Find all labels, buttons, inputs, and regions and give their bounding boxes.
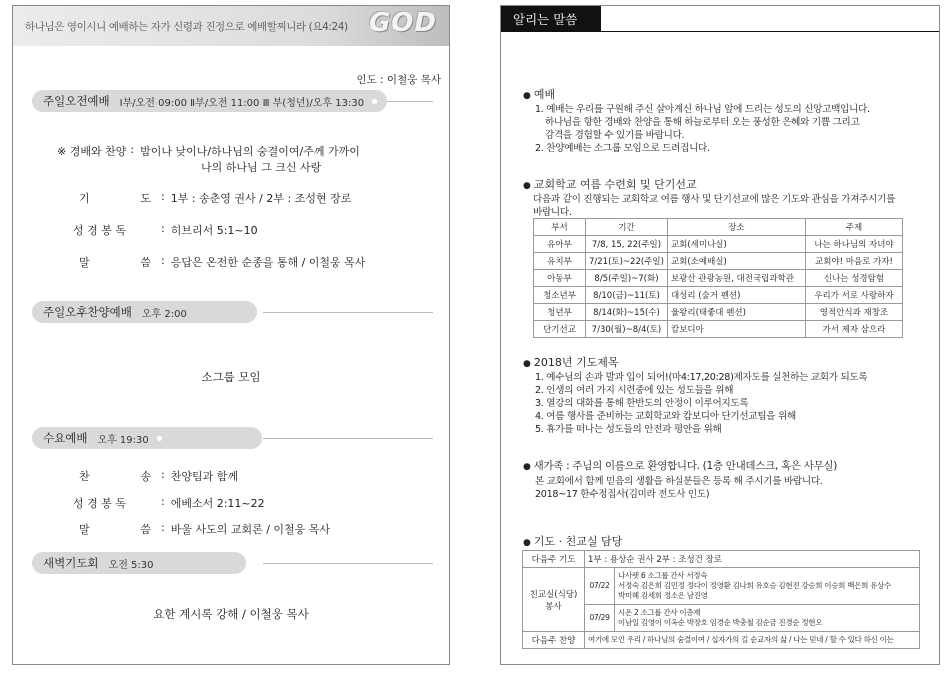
- table-cell: 보광산 관광농원, 대전국립과학관: [667, 270, 805, 287]
- prayer-row: 기 도 : 1부 : 송춘영 권사 / 2부 : 조성현 장로: [73, 190, 351, 206]
- pill-dot: [372, 99, 377, 104]
- sermon-label: 말 씀: [79, 256, 151, 269]
- worship-order-page: [12, 5, 450, 665]
- section-pill: [32, 552, 246, 574]
- next-praise-value: 여기에 모인 우리 / 하나님의 숨결이여 / 십자가의 길 순교자의 삶 / 나는 믿네 / 할 수 있다 하신 이는: [585, 632, 920, 649]
- divider: [263, 312, 433, 313]
- wed-sermon-label: 말 씀: [79, 523, 151, 536]
- announcements-header: 알리는 말씀: [501, 6, 601, 32]
- section-pill: [32, 301, 257, 323]
- topic-line: 2. 인생의 여러 가지 시련중에 있는 성도들을 위해: [535, 385, 734, 396]
- sermon-value: 응답은 온전한 순종을 통해 / 이철웅 목사: [170, 256, 366, 269]
- dawn-body: 요한 계시록 강해 / 이철웅 목사: [153, 607, 309, 621]
- praise-line2: 나의 하나님 그 크신 사랑: [201, 161, 322, 174]
- fellowship-label: 친교실(식당) 봉사: [523, 568, 585, 632]
- topic-line: 3. 열강의 대화를 통해 한반도의 안정이 이루어지도록: [535, 398, 749, 409]
- prayer-label: 기 도: [79, 192, 151, 205]
- duty-date: 07/29: [585, 605, 615, 632]
- wed-scripture-row: 성 경 봉 독 : 에베소서 2:11~22: [73, 495, 265, 510]
- section-afternoon: [32, 301, 257, 323]
- table-cell: 교회(소예배실): [667, 253, 805, 270]
- table-cell: 8/5(주일)~7(화): [586, 270, 668, 287]
- section-pill: [32, 90, 387, 112]
- table-row: [523, 551, 920, 568]
- table-cell: 유치부: [534, 253, 586, 270]
- scripture-label: 성 경 봉 독: [73, 224, 126, 237]
- table-cell: 7/30(월)~8/4(토): [586, 321, 668, 338]
- banner-verse: 하나님은 영이시니 예배하는 자가 신령과 진정으로 예배할찌니라 (요4:24): [25, 21, 348, 33]
- scripture-value: 히브리서 5:1~10: [170, 224, 258, 237]
- school-intro: 바랍니다.: [533, 207, 572, 218]
- worship-line: 2. 찬양예배는 소그룹 모임으로 드려집니다.: [535, 143, 710, 154]
- section-wednesday: [32, 427, 262, 449]
- table-cell: 7/21(토)~22(주일): [586, 253, 668, 270]
- table-cell: 8/10(금)~11(토): [586, 287, 668, 304]
- section-time: 오후 2:00: [141, 308, 187, 320]
- table-cell: 7/8, 15, 22(주일): [586, 236, 668, 253]
- duty-members: 나사렛 6 소그룹 간사 서정숙 서정숙 김은희 김민정 정다이 정영환 김나희 유호승 김현진 강승희 이승희 백은희 유상수 박미혜 김세희 정소은 남진영: [615, 568, 920, 605]
- table-cell: 유아부: [534, 236, 586, 253]
- newcomer-title: ● 새가족 : 주님의 이름으로 환영합니다. (1층 안내데스크, 혹은 사무실): [523, 460, 838, 472]
- duty-members: 시온 2 소그룹 간사 이층재 이남일 김영이 이옥순 박장호 임경순 박충철 김순금 진경순 정현오: [615, 605, 920, 632]
- topic-line: 1. 예수님의 손과 발과 입이 되어!(마4:17,20:28)제자도를 실천하는 교회가 되도록: [535, 372, 868, 383]
- hymn-row: 찬 송 : 찬양팀과 함께: [73, 468, 238, 484]
- hymn-label: 찬 송: [79, 470, 151, 483]
- next-prayer-label: 다음주 기도: [523, 551, 585, 568]
- praise-label: ※ 경배와 찬양: [57, 145, 127, 158]
- prayer-value: 1부 : 송춘영 권사 / 2부 : 조성현 장로: [170, 192, 352, 205]
- topic-line: 5. 휴가를 떠나는 성도들의 안전과 평안을 위해: [535, 424, 722, 435]
- worship-line: 하나님을 향한 경배와 찬양을 통해 하늘로부터 오는 풍성한 은혜와 기쁨 그리고: [545, 117, 860, 128]
- wed-sermon-row: 말 씀 : 바울 사도의 교회론 / 이철웅 목사: [73, 521, 330, 537]
- header-rule: [601, 31, 939, 32]
- table-cell: 교회야! 마음로 가자!: [805, 253, 902, 270]
- section-time: 오후 19:30: [97, 434, 149, 446]
- table-row: [534, 304, 903, 321]
- table-cell: 율왕리(태좋대 펜션): [667, 304, 805, 321]
- table-cell: 교회(세미나실): [667, 236, 805, 253]
- next-prayer-value: 1부 : 용상순 권사 2부 : 조성건 장로: [585, 551, 920, 568]
- table-header-row: [534, 219, 903, 236]
- column-header: 주제: [805, 219, 902, 236]
- section-morning: [32, 90, 387, 112]
- wed-scripture-value: 에베소서 2:11~22: [170, 497, 265, 510]
- officiant: 인도 : 이철웅 목사: [356, 74, 441, 86]
- table-row: [523, 632, 920, 649]
- table-cell: 우리가 서로 사랑하자: [805, 287, 902, 304]
- pill-dot: [157, 436, 162, 441]
- praise-row: ※ 경배와 찬양 : 밤이나 낮이나/하나님의 숭결이여/주께 가까이: [57, 143, 360, 158]
- school-title: ● 교회학교 여름 수련회 및 단기선교: [523, 178, 697, 191]
- table-cell: 가서 제자 삼으라: [805, 321, 902, 338]
- god-logo: GOD: [368, 8, 437, 38]
- worship-title: ● 예배: [523, 88, 556, 101]
- hymn-value: 찬양팀과 함께: [170, 470, 238, 483]
- divider: [263, 438, 433, 439]
- wed-sermon-value: 바울 사도의 교회론 / 이철웅 목사: [170, 523, 331, 536]
- newcomer-line: 본 교회에서 함께 믿음의 생활을 하실분들은 등록 해 주시기를 바랍니다.: [535, 476, 823, 487]
- table-cell: 캄보디아: [667, 321, 805, 338]
- section-title: 새벽기도회: [43, 556, 99, 570]
- table-cell: 나는 하나님의 자녀야: [805, 236, 902, 253]
- table-cell: 8/14(화)~15(수): [586, 304, 668, 321]
- section-title: 주일오전예배: [43, 94, 110, 108]
- table-row: [534, 236, 903, 253]
- table-cell: 청년부: [534, 304, 586, 321]
- verse-banner: [13, 6, 449, 46]
- bullet-icon: ●: [523, 538, 531, 548]
- duty-title: ● 기도 · 친교실 담당: [523, 535, 623, 548]
- duty-table: [522, 550, 920, 649]
- table-row: [534, 270, 903, 287]
- worship-line: 1. 예배는 우리를 구원해 주신 살아계신 하나님 앞에 드리는 성도의 신앙고백입니다.: [535, 104, 870, 115]
- table-cell: 신나는 성경탐험: [805, 270, 902, 287]
- school-intro: 다음과 같이 진행되는 교회학교 여름 행사 및 단기선교에 많은 기도와 관심을 가져주시기를: [533, 194, 896, 205]
- wed-scripture-label: 성 경 봉 독: [73, 497, 126, 510]
- bullet-icon: ●: [523, 91, 531, 101]
- worship-line: 감격을 경험할 수 있기를 바랍니다.: [545, 130, 685, 141]
- table-cell: 단기선교: [534, 321, 586, 338]
- praise-line1: 밤이나 낮이나/하나님의 숭결이여/주께 가까이: [140, 145, 360, 158]
- announcements-page: [500, 5, 940, 665]
- table-row: [534, 253, 903, 270]
- afternoon-body: 소그룹 모임: [201, 370, 261, 384]
- column-header: 부서: [534, 219, 586, 236]
- schedule-table: [533, 218, 903, 338]
- table-cell: 영적안식과 재창조: [805, 304, 902, 321]
- bullet-icon: ●: [523, 359, 531, 369]
- table-row: [523, 568, 920, 605]
- table-cell: 아동부: [534, 270, 586, 287]
- table-cell: 청소년부: [534, 287, 586, 304]
- sermon-row: 말 씀 : 응답은 온전한 순종을 통해 / 이철웅 목사: [73, 254, 365, 270]
- scripture-row: 성 경 봉 독 : 히브리서 5:1~10: [73, 222, 258, 237]
- praise-row-2: [201, 159, 321, 175]
- column-header: 기간: [586, 219, 668, 236]
- topics-title: ● 2018년 기도제목: [523, 356, 619, 369]
- section-time: Ⅰ부/오전 09:00 Ⅱ부/오전 11:00 Ⅲ 부(청년)/오후 13:30: [119, 97, 365, 109]
- bullet-icon: ●: [523, 181, 531, 191]
- section-title: 주일오후찬양예배: [43, 305, 132, 319]
- table-row: [534, 321, 903, 338]
- newcomer-line: 2018~17 한수정집사(김미라 전도사 인도): [535, 489, 710, 500]
- bullet-icon: ●: [523, 462, 531, 472]
- duty-date: 07/22: [585, 568, 615, 605]
- table-cell: 대성리 (숲거 펜션): [667, 287, 805, 304]
- table-row: [534, 287, 903, 304]
- section-time: 오전 5:30: [108, 559, 154, 571]
- section-dawn: [32, 552, 246, 574]
- column-header: 장소: [667, 219, 805, 236]
- next-praise-label: 다음주 찬양: [523, 632, 585, 649]
- topic-line: 4. 여름 행사를 준비하는 교회학교와 캄보디아 단기선교팀을 위해: [535, 411, 796, 422]
- divider: [263, 563, 433, 564]
- section-pill: [32, 427, 262, 449]
- section-title: 수요예배: [43, 431, 88, 445]
